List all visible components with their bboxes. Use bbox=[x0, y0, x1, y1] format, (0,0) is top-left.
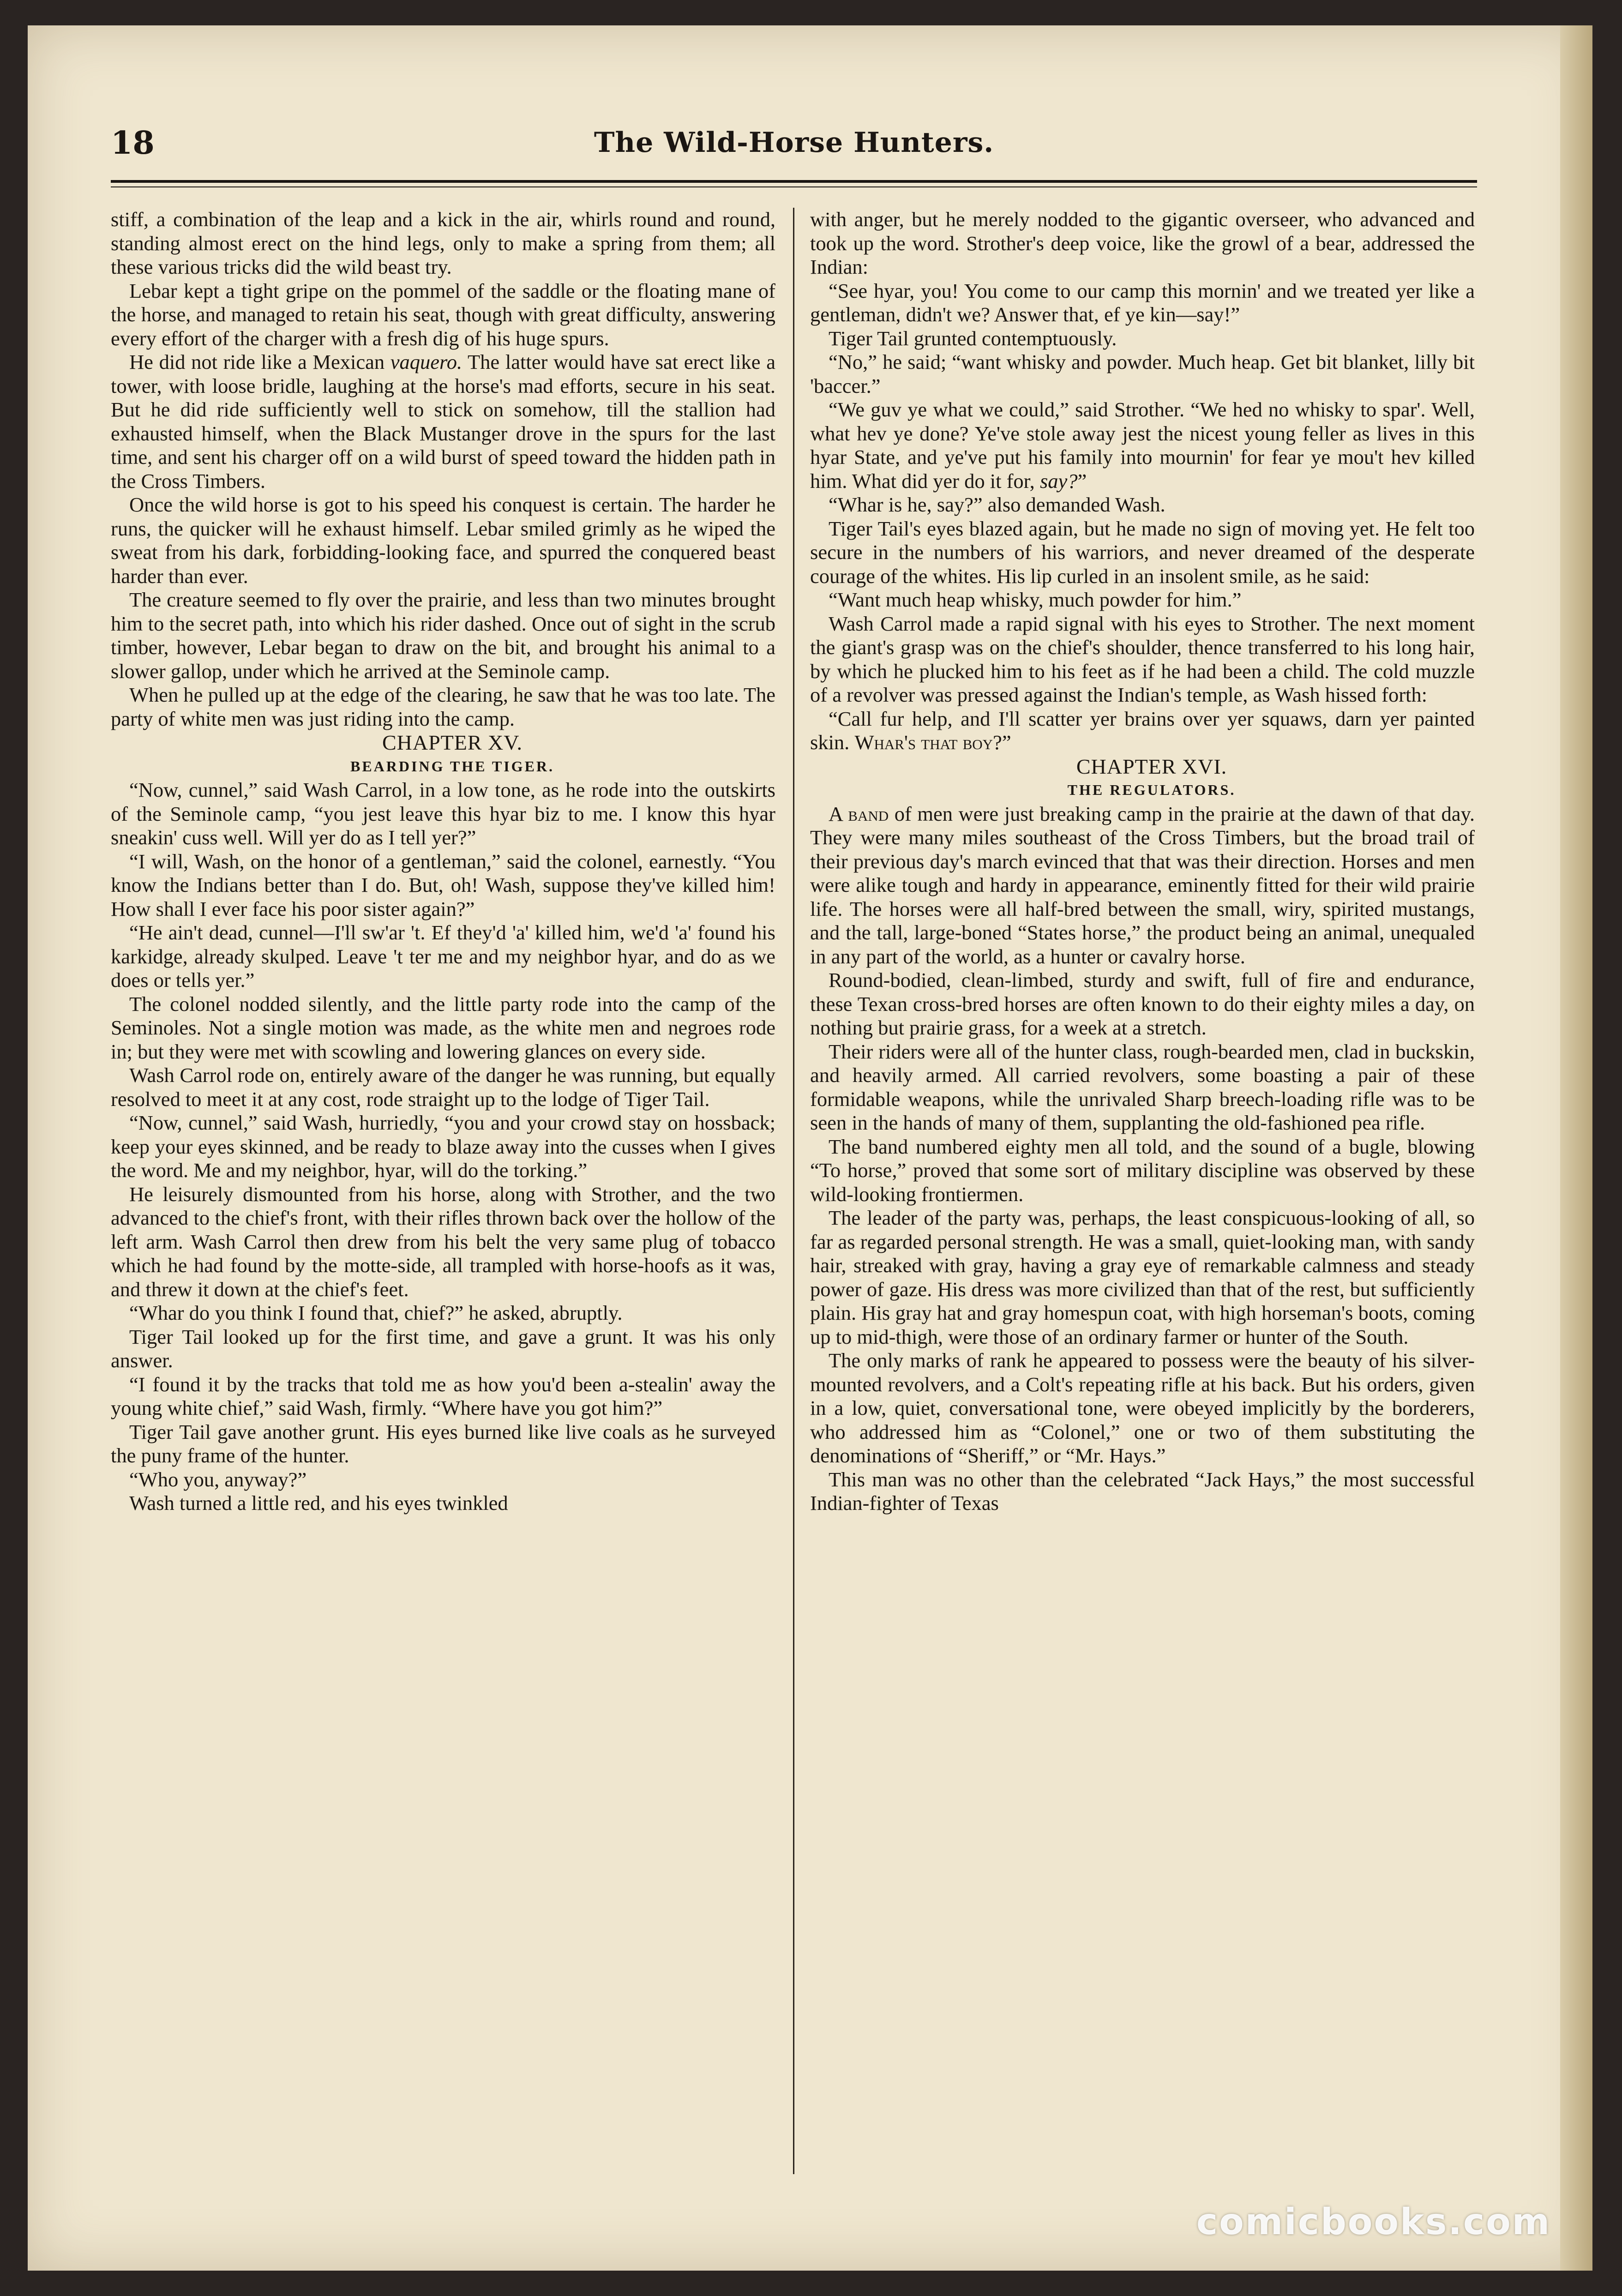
paragraph bbox=[810, 802, 1475, 969]
page-number: 18 bbox=[111, 125, 155, 162]
text-run: ” bbox=[1077, 469, 1087, 493]
paragraph: “Whar do you think I found that, chief?” he asked, abruptly. bbox=[129, 1301, 623, 1324]
italic-word: say? bbox=[1039, 469, 1078, 493]
paragraph: The only marks of rank he appeared to possess were the beauty of his silver-mounted revolvers, and a Colt's repeating rifle at his back. But his orders, given in a low, quiet, conversational tone, were obeyed implicitly by the borderers, who addressed him as “Colonel,” one or two of them substituting the denominations of “Sheriff,” or “Mr. Hays.” bbox=[810, 1349, 1475, 1467]
chapter-subtitle: THE REGULATORS. bbox=[1067, 781, 1236, 798]
paragraph: “I found it by the tracks that told me as how you'd been a-stealin' away the young white chief,” said Wash, firmly. “Where have you got him?” bbox=[111, 1372, 775, 1419]
paragraph: Round-bodied, clean-limbed, sturdy and swift, full of fire and endurance, these Texan cross-bred horses are often known to do their eighty miles a day, on nothing but prairie grass, for a week at a stretch. bbox=[810, 968, 1475, 1039]
paragraph: He leisurely dismounted from his horse, along with Strother, and the two advanced to the chief's front, with their rifles thrown back over the hollow of the left arm. Wash Carrol then drew from his belt the very same plug of tobacco which he had found by the motte-side, all trampled with horse-hoofs as it was, and threw it down at the chief's feet. bbox=[111, 1182, 775, 1301]
paragraph: The band numbered eighty men all told, and the sound of a bugle, blowing “To horse,” proved that some sort of military discipline was observed by these wild-looking frontiermen. bbox=[810, 1135, 1475, 1206]
paragraph: Their riders were all of the hunter class, rough-bearded men, clad in buckskin, and heavily armed. All carried revolvers, some boasting a pair of these formidable weapons, while the unrivaled Sharp breech-loading rifle was to be seen in the hands of many of them, supplanting the old-fashioned pea rifle. bbox=[810, 1040, 1475, 1134]
paragraph bbox=[810, 398, 1475, 493]
paragraph: This man was no other than the celebrated “Jack Hays,” the most successful Indian-fighter of Texas bbox=[810, 1467, 1475, 1515]
text-run: “We guv ye what we could,” said Strother. “We hed no whisky to spar'. Well, what hev ye done? Ye've stole away jest the nicest young feller as lives in this hyar State, and ye've put his family into mournin' for fear ye mou't hev killed him. What did yer do it for, bbox=[810, 398, 1475, 493]
paragraph bbox=[810, 707, 1475, 755]
paragraph: Wash Carrol rode on, entirely aware of the danger he was running, but equally resolved to meet it at any cost, rode straight up to the lodge of Tiger Tail. bbox=[111, 1064, 775, 1111]
header-rule-thin bbox=[111, 186, 1477, 187]
paragraph: with anger, but he merely nodded to the gigantic overseer, who advanced and took up the word. Strother's deep voice, like the growl of a bear, addressed the Indian: bbox=[810, 208, 1475, 278]
paragraph: Once the wild horse is got to his speed his conquest is certain. The harder he runs, the quicker will he exhaust himself. Lebar smiled grimly as he wiped the sweat from his dark, forbidding-looking face, and spurred the conquered beast harder than ever. bbox=[111, 493, 775, 588]
paragraph: Tiger Tail gave another grunt. His eyes burned like live coals as he surveyed the puny frame of the hunter. bbox=[111, 1420, 775, 1467]
paragraph: “Who you, anyway?” bbox=[129, 1467, 307, 1491]
paragraph: When he pulled up at the edge of the clearing, he saw that he was too late. The party of white men was just riding into the camp. bbox=[111, 683, 775, 730]
header-rule-thick bbox=[111, 180, 1477, 183]
paragraph: “Want much heap whisky, much powder for him.” bbox=[829, 588, 1242, 611]
paragraph: “Whar is he, say?” also demanded Wash. bbox=[829, 493, 1165, 516]
running-title: The Wild-Horse Hunters. bbox=[594, 126, 994, 159]
paragraph: “No,” he said; “want whisky and powder. Much heap. Get bit blanket, lilly bit 'baccer.” bbox=[810, 350, 1475, 397]
right-column bbox=[810, 208, 1475, 2206]
text-run: He did not ride like a Mexican bbox=[129, 350, 390, 373]
italic-word: vaquero. bbox=[390, 350, 463, 373]
paragraph: The colonel nodded silently, and the little party rode into the camp of the Seminoles. Not a single motion was made, as the white men and negroes rode in; but they were met with scowling and lowering glances on every side. bbox=[111, 992, 775, 1063]
small-caps-run: A band bbox=[829, 802, 889, 825]
text-run: ” bbox=[1002, 731, 1011, 754]
paragraph: Lebar kept a tight gripe on the pommel of the saddle or the floating mane of the horse, and managed to retain his seat, though with great difficulty, answering every effort of the charger with a fresh dig of his huge spurs. bbox=[111, 279, 775, 350]
paragraph: stiff, a combination of the leap and a kick in the air, whirls round and round, standing almost erect on the hind legs, only to make a spring from them; all these various tricks did the wild beast try. bbox=[111, 208, 775, 278]
paragraph: “See hyar, you! You come to our camp this mornin' and we treated yer like a gentleman, didn't we? Answer that, ef ye kin—say!” bbox=[810, 279, 1475, 326]
magazine-page bbox=[28, 25, 1592, 2271]
column-divider bbox=[793, 208, 794, 2174]
chapter-title: CHAPTER XV. bbox=[382, 731, 523, 754]
paragraph: Wash Carrol made a rapid signal with his eyes to Strother. The next moment the giant's grasp was on the chief's shoulder, thence transferred to his long hair, by which he plucked him to his feet as if he had been a child. The cold muzzle of a revolver was pressed against the Indian's temple, as Wash hissed forth: bbox=[810, 612, 1475, 706]
chapter-subtitle: BEARDING THE TIGER. bbox=[350, 757, 555, 775]
paragraph: Tiger Tail looked up for the first time, and gave a grunt. It was his only answer. bbox=[111, 1325, 775, 1372]
watermark: comicbooks.com bbox=[1196, 2201, 1551, 2243]
paragraph: “Now, cunnel,” said Wash, hurriedly, “you and your crowd stay on hossback; keep your eyes skinned, and be ready to blaze away into the cusses when I gives the word. Me and my neighbor, hyar, will do the torking.” bbox=[111, 1111, 775, 1182]
paragraph: The creature seemed to fly over the prairie, and less than two minutes brought him to the secret path, into which his rider dashed. Once out of sight in the scrub timber, however, Lebar began to draw on the bit, and brought his animal to a slower gallop, under which he arrived at the Seminole camp. bbox=[111, 588, 775, 683]
chapter-title: CHAPTER XVI. bbox=[1076, 754, 1227, 778]
text-run: of men were just breaking camp in the prairie at the dawn of that day. They were many miles southeast of the Cross Timbers, but the broad trail of their previous day's march evinced that that was their direction. Horses and men were alike tough and hardy in appearance, eminently fitted for their wild prairie life. The horses were all half-bred between the small, wiry, spirited mustangs, and the tall, large-boned “States horse,” the product being an animal, unequaled in any part of the world, as a hunter or cavalry horse. bbox=[810, 802, 1475, 968]
small-caps-run: Whar's that boy? bbox=[854, 731, 1002, 754]
left-column bbox=[111, 208, 775, 2206]
paragraph: Tiger Tail grunted contemptuously. bbox=[829, 326, 1117, 350]
text-run: The latter would have sat erect like a tower, with loose bridle, laughing at the horse's mad efforts, secure in his seat. But he did ride sufficiently well to stick on somehow, till the stallion had exhausted himself, when the Black Mustanger drove in the spurs for the last time, and sent his charger off on a wild burst of speed toward the hidden path in the Cross Timbers. bbox=[111, 350, 775, 493]
page-header bbox=[111, 106, 1477, 175]
paragraph: Wash turned a little red, and his eyes twinkled bbox=[129, 1491, 508, 1515]
paragraph: Tiger Tail's eyes blazed again, but he made no sign of moving yet. He felt too secure in the numbers of his warriors, and never dreamed of the desperate courage of the whites. His lip curled in an insolent smile, as he said: bbox=[810, 517, 1475, 588]
page-spine-edge bbox=[1560, 25, 1592, 2271]
paragraph: “He ain't dead, cunnel—I'll sw'ar 't. Ef they'd 'a' killed him, we'd 'a' found his karkidge, already skulped. Leave 't ter me and my neighbor hyar, and do as we does or tells yer.” bbox=[111, 921, 775, 992]
text-run: “Call fur help, and I'll scatter yer brains over yer squaws, darn yer painted skin. bbox=[810, 707, 1475, 754]
paragraph bbox=[111, 350, 775, 493]
paragraph: The leader of the party was, perhaps, the least conspicuous-looking of all, so far as regarded personal strength. He was a small, quiet-looking man, with sandy hair, streaked with gray, having a gray eye of remarkable calmness and steady power of gaze. His dress was more civilized than that of the rest, but sufficiently plain. His gray hat and gray homespun coat, with high horseman's boots, coming up to mid-thigh, were those of an ordinary farmer or hunter of the South. bbox=[810, 1206, 1475, 1348]
paragraph: “I will, Wash, on the honor of a gentleman,” said the colonel, earnestly. “You know the Indians better than I do. But, oh! Wash, suppose they've killed him! How shall I ever face his poor sister again?” bbox=[111, 849, 775, 920]
paragraph: “Now, cunnel,” said Wash Carrol, in a low tone, as he rode into the outskirts of the Seminole camp, “you jest leave this hyar biz to me. I know this hyar sneakin' cuss well. Will yer do as I tell yer?” bbox=[111, 778, 775, 849]
